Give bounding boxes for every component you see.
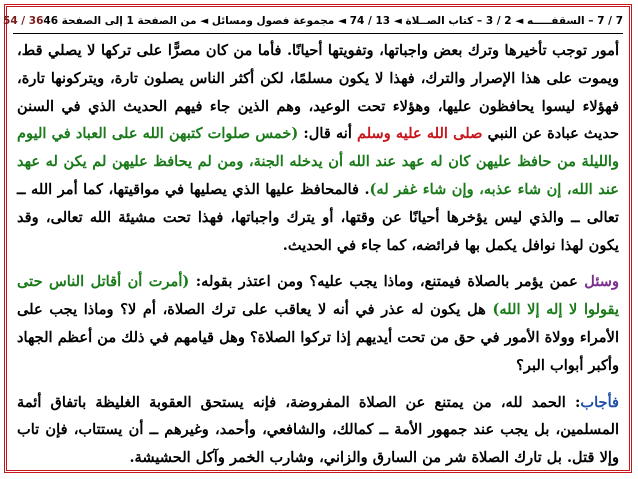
hadith-quote-2: (أمرت أن أقاتل الناس حتى يقولوا لا إله إلا الله) xyxy=(17,273,620,319)
header-divider xyxy=(13,33,623,34)
document-body xyxy=(17,37,620,467)
paragraph-2-text-b: هل يكون له عذر في أنه لا يعاقب على ترك الصلاة، أم لا؟ وماذا يجب على الأمراء وولاة الأمور في حق من تحت أيديهم إذا تركوا الصلاة؟ وهل قيامهم في ذلك من أعظم الجهاد وأكبر أبواب البر؟ xyxy=(17,301,619,374)
paragraph-3-text: : الحمد لله، من يمتنع عن الصلاة المفروضة، فإنه يستحق العقوبة الغليظة باتفاق أئمة المسلمين، بل يجب عند جمهور الأمة ــ كمالك، والشافعي، وأحمد، وغيرهم ــ أن يستتاب، فإن تاب وإلا قتل. بل تارك الصلاة شر من السارق والزاني، وشارب الخمر وآكل الحشيشة. xyxy=(17,393,619,467)
page-header xyxy=(3,11,623,31)
breadcrumb[interactable]: 7 / 7 – السقفـــــه ◄ 2 / 3 – كتاب الصــلاة ◄ 13 / 74 ◄ مجموعة فصول ومسائل ◄ من الصفحة 1 إلى الصفحة 46 xyxy=(43,15,623,27)
hadith-quote-1: (خمس صلوات كتبهن الله على العباد في اليوم والليلة من حافظ عليهن كان له عهد عند الله أن يدخله الجنة، ومن لم يحافظ عليهن لم يكن له عهد عند الله، إن شاء عذبه، وإن شاء غفر له) xyxy=(17,125,619,198)
question-label: وسئل xyxy=(584,273,620,291)
document-page xyxy=(4,4,632,473)
paragraph-1 xyxy=(17,37,619,259)
paragraph-3 xyxy=(17,389,619,472)
paragraph-2-text-a: عمن يؤمر بالصلاة فيمتنع، وماذا يجب عليه؟ ومن اعتذر بقوله: xyxy=(189,273,585,291)
paragraph-1-text-c: . فالمحافظ عليها الذي يصليها في مواقيتها، كما أمر الله ــ تعالى ــ والذي ليس يؤخرها أحيانًا عن وقتها، أو يترك واجباتها، فهذا تحت مشيئة الله تعالى، وقد يكون لهذا نوافل يكمل بها فرائضه، كما جاء في الحديث. xyxy=(17,180,619,254)
paragraph-1-text-a: أمور توجب تأخيرها وترك بعض واجباتها، وتفويتها أحيانًا. فأما من كان مصرًّا على تركها لا يصلي قط، ويموت على هذا الإصرار والترك، فهذا لا يكون مسلمًا، لكن أكثر الناس يصلون تارة، ويتركونها تارة، فهؤلاء ليسوا يحافظون عليها، وهؤلاء تحت الوعيد، وهم الذين جاء فيهم الحديث الذي في السنن حديث عبادة عن النبي xyxy=(17,42,620,143)
paragraph-2 xyxy=(17,268,619,379)
paragraph-1-text-b: أنه قال: xyxy=(298,125,357,143)
salutation: صلى الله عليه وسلم xyxy=(357,125,483,143)
page-number: 54 / 36 xyxy=(3,15,44,27)
answer-label: فأجاب xyxy=(580,393,619,411)
